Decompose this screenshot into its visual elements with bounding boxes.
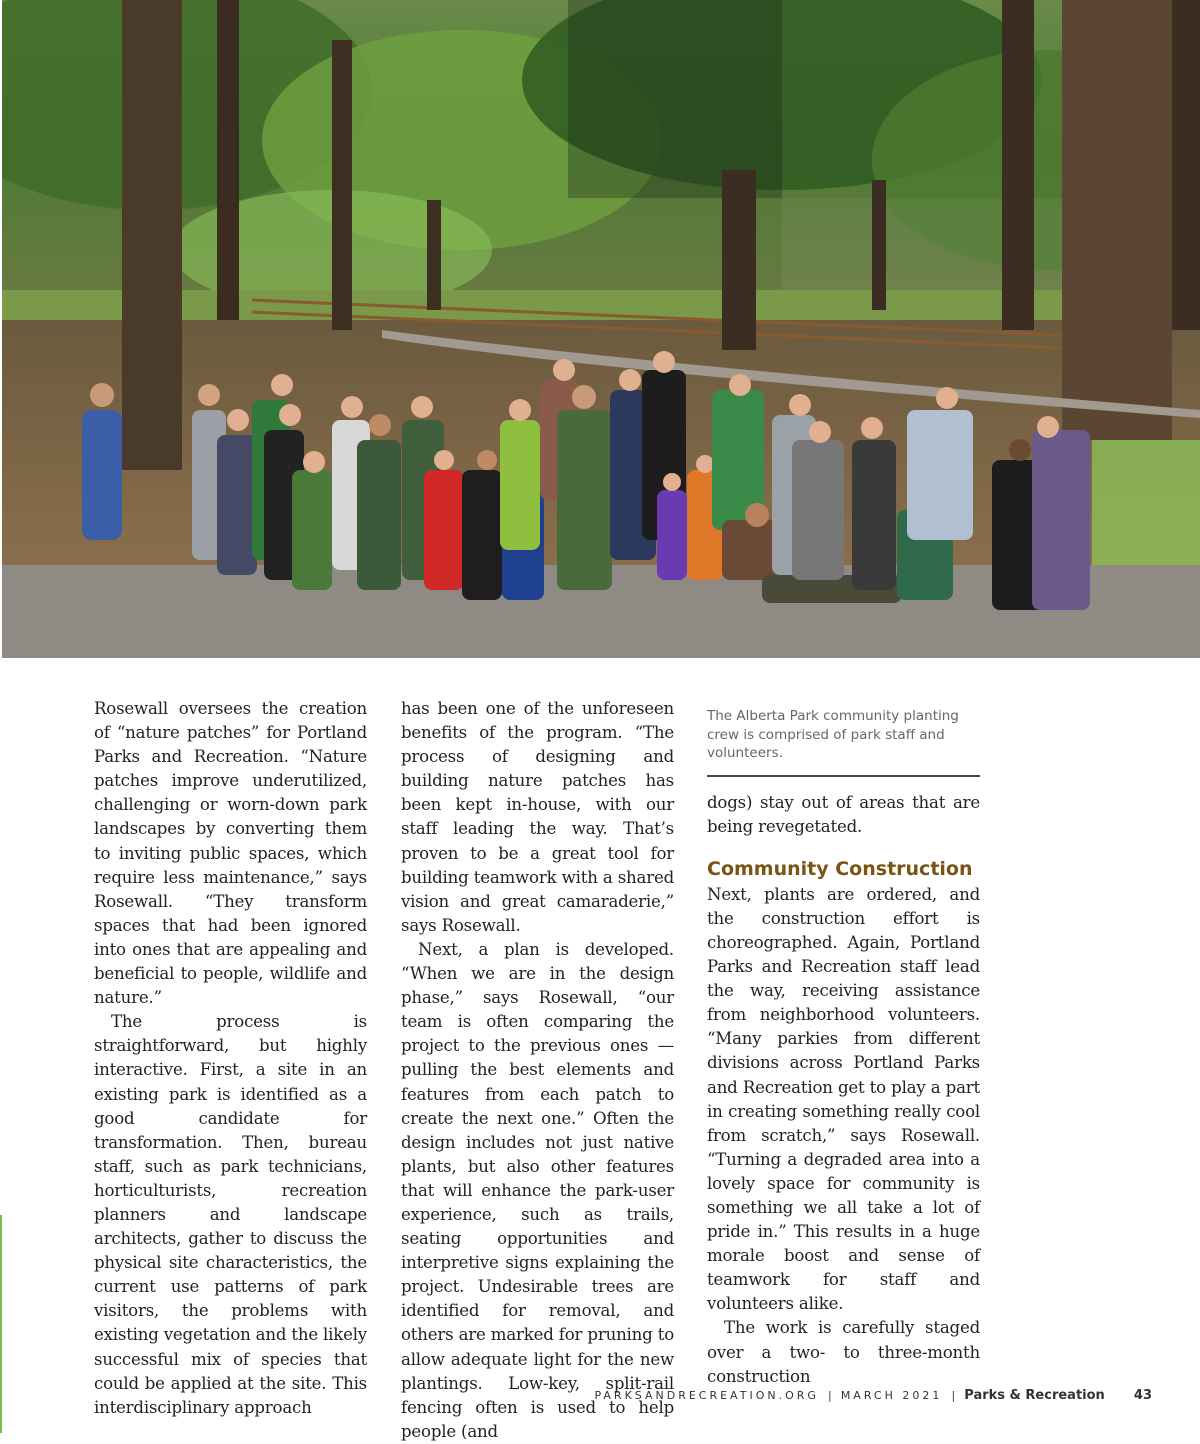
footer-separator: | <box>951 1389 956 1402</box>
article-column-3 <box>707 697 980 1389</box>
article-column-1 <box>94 697 367 1420</box>
page-number: 43 <box>1133 1388 1152 1403</box>
paragraph: Next, a plan is developed. “When we are in the design phase,” says Rosewall, “our team is often comparing the project to the previous ones — pulling the best elements and features from each patch to create the next one.” Often the design includes not just native plants, but also other features that will enhance the park-user experience, such as trails, seating opportunities and interpretive signs explaining the project. Undesirable trees are identified for removal, and others are marked for pruning to allow adequate light for the new plantings. Low-key, split-rail fencing often is used to help people (and <box>401 939 674 1441</box>
paragraph: dogs) stay out of areas that are being revegetated. <box>707 792 980 836</box>
paragraph: Rosewall oversees the creation of “nature patches” for Portland Parks and Recreation. “Nature patches improve underutilized, challenging or worn-down park landscapes by converting them to inviting public spaces, which require less maintenance,” says Rosewall. “They transform spaces that had been ignored into ones that are appealing and beneficial to people, wildlife and nature.” <box>94 699 367 1008</box>
paragraph: The work is carefully staged over a two- to three-month construction <box>707 1318 980 1386</box>
issue-date: MARCH 2021 <box>840 1389 943 1402</box>
paragraph: Next, plants are ordered, and the construction effort is choreographed. Again, Portland Parks and Recreation staff lead the way, receiving assistance from neighborhood volunteers. “Many parkies from different divisions across Portland Parks and Recreation get to play a part in creating something really cool from scratch,” says Rosewall. “Turning a degraded area into a lovely space for community is something we all take a lot of pride in.” This results in a huge morale boost and sense of teamwork for staff and volunteers alike. <box>707 884 980 1314</box>
website-url: PARKSANDRECREATION.ORG <box>594 1389 819 1402</box>
paragraph: The process is straightforward, but highly interactive. First, a site in an existing park is identified as a good candidate for transformation. Then, bureau staff, such as park technicians, horticulturists, recreation planners and landscape architects, gather to discuss the physical site characteristics, the current use patterns of park visitors, the problems with existing vegetation and the likely successful mix of species that could be applied at the site. This interdisciplinary approach <box>94 1012 367 1417</box>
magazine-name: Parks & Recreation <box>964 1388 1105 1403</box>
caption-divider <box>707 775 980 777</box>
photo-caption: The Alberta Park community planting crew is comprised of park staff and volunteers. <box>707 708 959 761</box>
group-photo <box>2 0 1200 658</box>
page-footer <box>0 1384 1152 1403</box>
article-column-2 <box>401 697 674 1444</box>
footer-separator: | <box>828 1389 832 1402</box>
paragraph: has been one of the unforeseen benefits of the program. “The process of designing and building nature patches has been kept in-house, with our staff leading the way. That’s proven to be a great tool for building teamwork with a shared vision and great camaraderie,” says Rosewall. <box>401 699 674 935</box>
section-heading: Community Construction <box>707 857 973 880</box>
